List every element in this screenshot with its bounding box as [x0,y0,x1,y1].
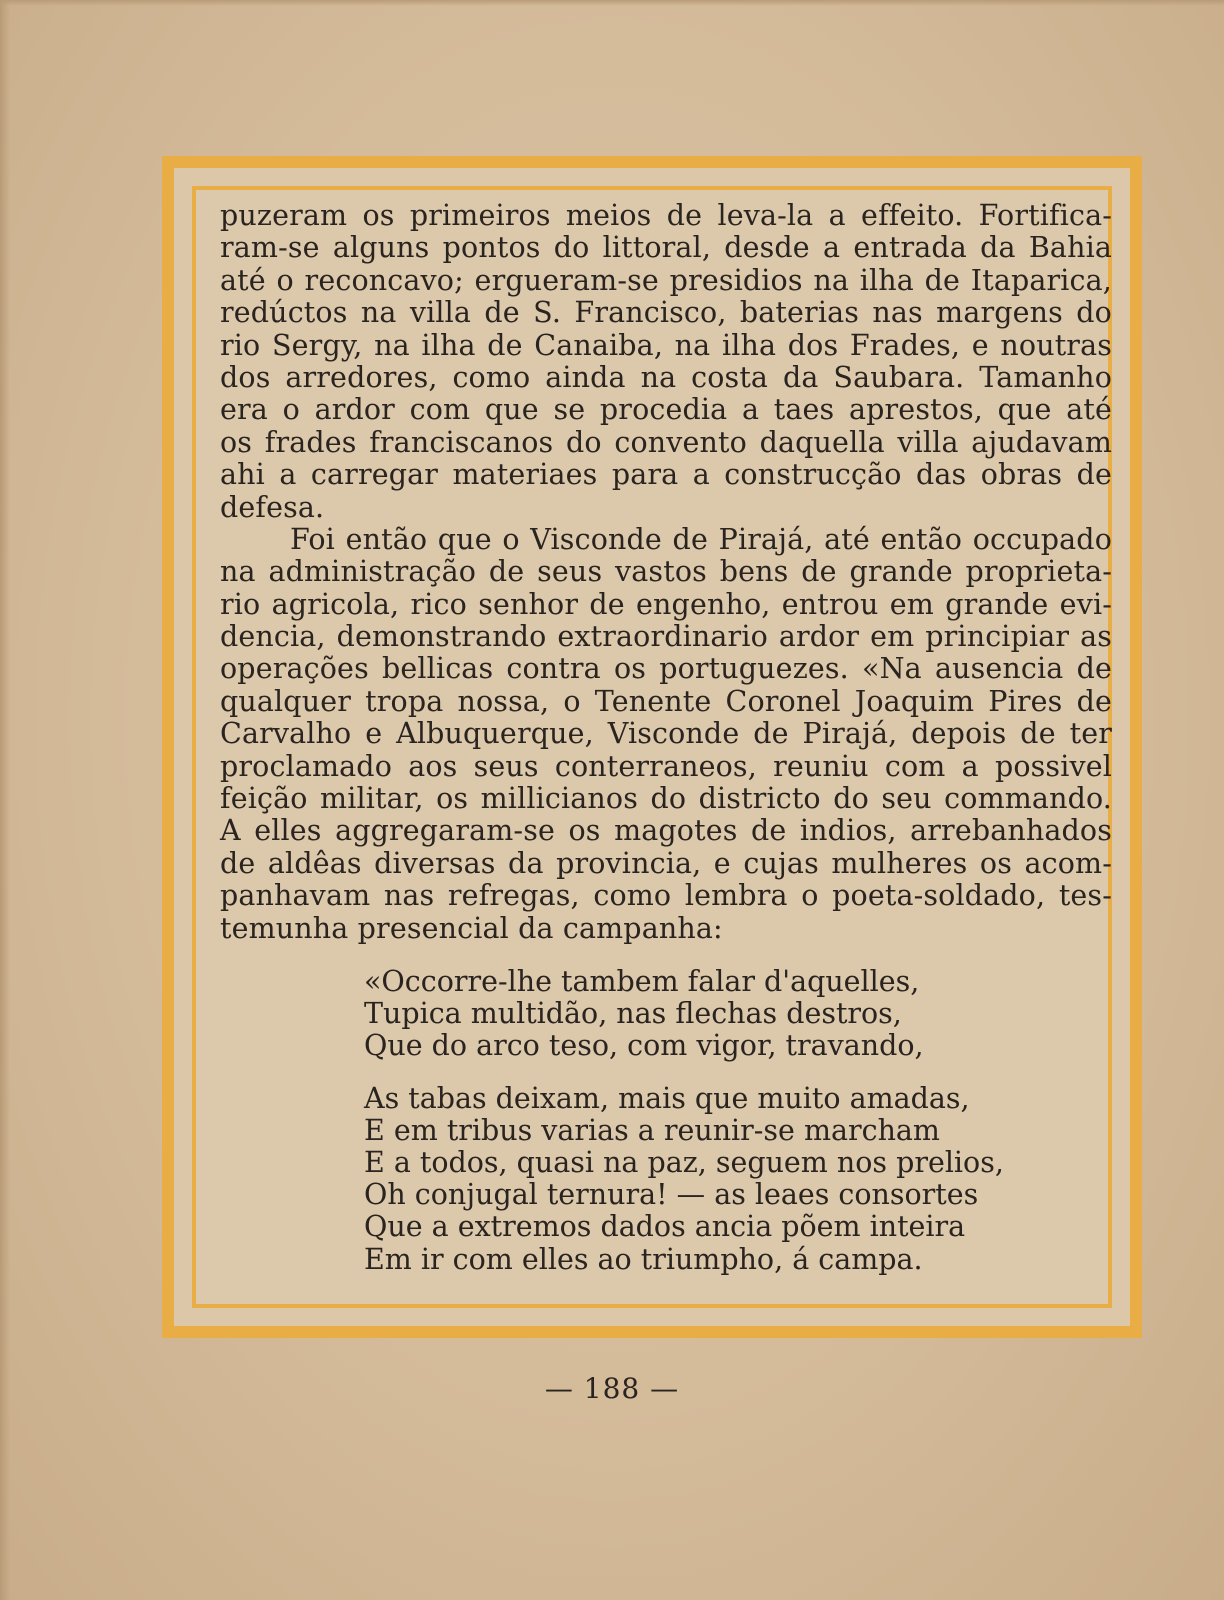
poem-line: E a todos, quasi na paz, seguem nos prelios, [364,1145,1004,1179]
text-line: dencia, demonstrando extraordinario ardor em principiar as [220,620,1112,654]
text-line: defesa. [220,490,325,524]
text-line: A elles aggregaram-se os magotes de indios, arrebanhados [220,814,1112,848]
text-line: rio Sergy, na ilha de Canaiba, na ilha dos Frades, e noutras [220,328,1112,362]
poem-line: Em ir com elles ao triumpho, á campa. [364,1242,923,1276]
text-line: Foi então que o Visconde de Pirajá, até então occupado [290,522,1112,556]
page-edge [0,0,1224,6]
text-line: rio agricola, rico senhor de engenho, entrou em grande evi- [220,587,1112,621]
text-line: puzeram os primeiros meios de leva-la a effeito. Fortifica- [220,199,1112,232]
poem-quote [364,966,1004,1276]
text-line: qualquer tropa nossa, o Tenente Coronel Joaquim Pires de [220,684,1112,718]
poem-line: «Occorre-lhe tambem falar d'aquelles, [364,965,920,998]
paragraph-1 [220,200,1112,524]
page-edge-left [0,0,10,1600]
text-line: até o reconcavo; ergueram-se presidios na ilha de Itaparica, [220,263,1112,297]
stanza-gap [364,1063,1004,1083]
text-line: ahi a carregar materiaes para a construcção das obras de [220,458,1112,492]
text-line: proclamado aos seus conterraneos, reuniu com a possivel [220,749,1112,783]
text-line: ram-se alguns pontos do littoral, desde a entrada da Bahia [220,231,1112,265]
poem-line: Oh conjugal ternura! — as leaes consortes [364,1178,979,1212]
text-line: temunha presencial da campanha: [220,911,723,945]
poem-line: Que do arco teso, com vigor, travando, [364,1029,924,1063]
text-line: Carvalho e Albuquerque, Visconde de Pirajá, depois de ter [220,717,1112,751]
text-line: operações bellicas contra os portuguezes. «Na ausencia de [220,652,1112,686]
poem-line: Que a extremos dados ancia põem inteira [364,1210,966,1244]
poem-stanza-2 [364,1083,1004,1276]
poem-stanza-1 [364,966,1004,1063]
text-line: feição militar, os millicianos do districto do seu commando. [220,782,1112,816]
poem-line: Tupica multidão, nas flechas destros, [364,997,902,1031]
paragraph-2 [220,524,1112,945]
text-line: era o ardor com que se procedia a taes aprestos, que até [220,393,1112,427]
poem-line: As tabas deixam, mais que muito amadas, [364,1081,970,1115]
text-line: redúctos na villa de S. Francisco, baterias nas margens do [220,296,1112,330]
text-line: panhavam nas refregas, como lembra o poeta-soldado, tes- [220,879,1112,913]
poem-line: E em tribus varias a reunir-se marcham [364,1113,940,1147]
page-number: — 188 — [544,1372,680,1405]
text-line: dos arredores, como ainda na costa da Saubara. Tamanho [220,360,1112,394]
body-text [220,200,1112,945]
text-line: os frades franciscanos do convento daquella villa ajudavam [220,425,1112,459]
text-line: na administração de seus vastos bens de grande proprieta- [220,555,1112,589]
text-line: de aldêas diversas da provincia, e cujas mulheres os acom- [220,846,1112,880]
